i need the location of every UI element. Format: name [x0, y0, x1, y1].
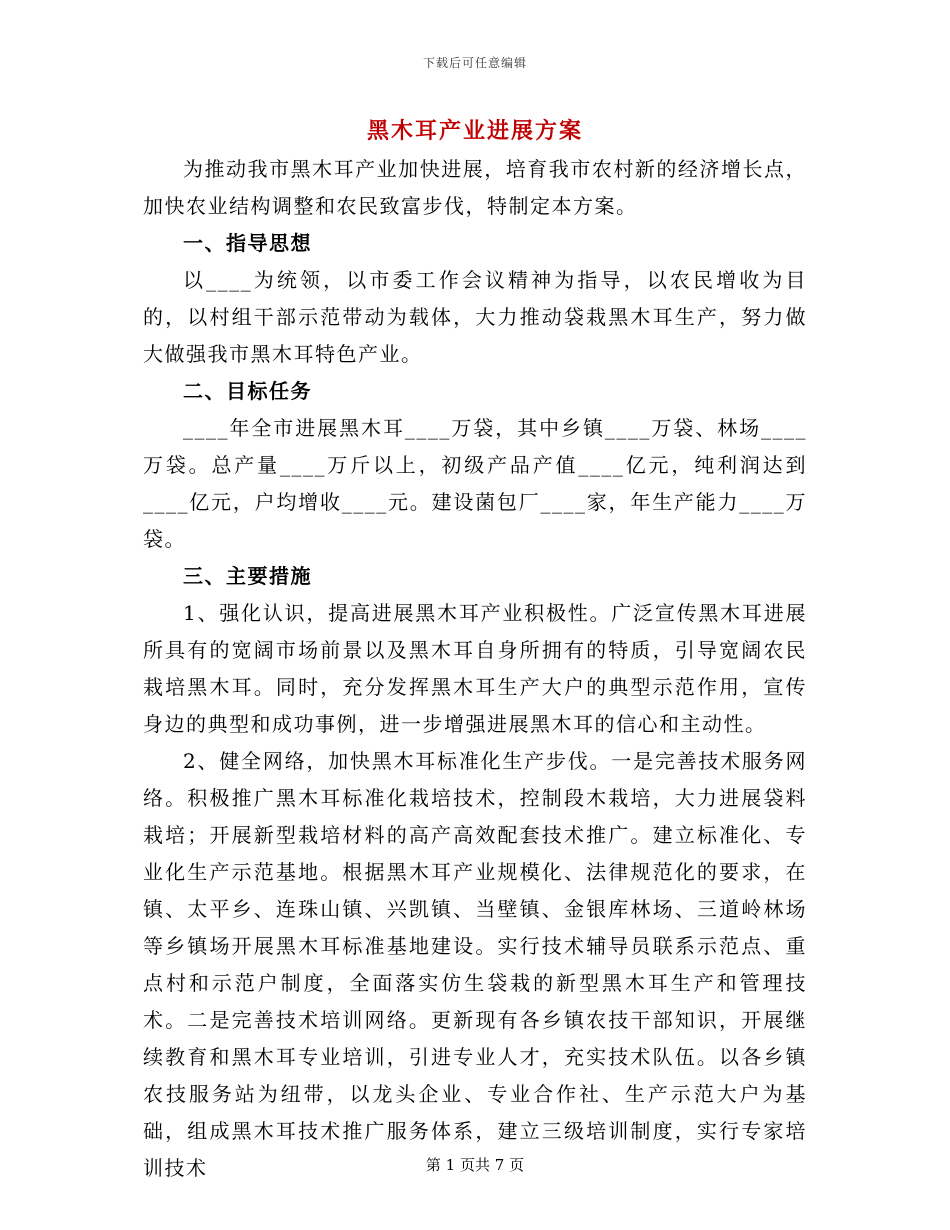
- document-title: 黑木耳产业进展方案: [366, 118, 583, 144]
- section-paragraph: ____年全市进展黑木耳____万袋，其中乡镇____万袋、林场____万袋。总产量____万斤以上，初级产品产值____亿元，纯利润达到____亿元，户均增收____元。建设菌包厂____家，年生产能力____万袋。: [143, 416, 807, 551]
- section-heading: 二、目标任务: [183, 379, 312, 403]
- section-paragraph: 2、健全网络，加快黑木耳标准化生产步伐。一是完善技术服务网络。积极推广黑木耳标准化栽培技术，控制段木栽培，大力进展袋料栽培；开展新型栽培材料的高产高效配套技术推广。建立标准化、专业化生产示范基地。根据黑木耳产业规模化、法律规范化的要求，在镇、太平乡、连珠山镇、兴凯镇、当壁镇、金银库林场、三道岭林场等乡镇场开展黑木耳标准基地建设。实行技术辅导员联系示范点、重点村和示范户制度，全面落实仿生袋栽的新型黑木耳生产和管理技术。二是完善技术培训网络。更新现有各乡镇农技干部知识，开展继续教育和黑木耳专业培训，引进专业人才，充实技术队伍。以各乡镇农技服务站为纽带，以龙头企业、专业合作社、生产示范大户为基础，组成黑木耳技术推广服务体系，建立三级培训制度，实行专家培训技术: [143, 749, 807, 1180]
- document-body: [143, 151, 807, 1187]
- section-heading: 三、主要措施: [183, 564, 312, 588]
- section-guiding-thought: [143, 225, 807, 373]
- section-heading: 一、指导思想: [183, 231, 312, 255]
- intro-paragraph: 为推动我市黑木耳产业加快进展，培育我市农村新的经济增长点，加快农业结构调整和农民致富步伐，特制定本方案。: [143, 157, 807, 218]
- section-paragraph: 1、强化认识，提高进展黑木耳产业积极性。广泛宣传黑木耳进展所具有的宽阔市场前景以及黑木耳自身所拥有的特质，引导宽阔农民栽培黑木耳。同时，充分发挥黑木耳生产大户的典型示范作用，宣传身边的典型和成功事例，进一步增强进展黑木耳的信心和主动性。: [143, 601, 807, 736]
- section-paragraph: 以____为统领，以市委工作会议精神为指导，以农民增收为目的，以村组干部示范带动为载体，大力推动袋栽黑木耳生产，努力做大做强我市黑木耳特色产业。: [143, 268, 807, 366]
- section-targets: [143, 373, 807, 558]
- section-measures: [143, 558, 807, 1187]
- header-note: 下载后可任意编辑: [422, 56, 527, 70]
- page-number: 第 1 页共 7 页: [425, 1156, 525, 1174]
